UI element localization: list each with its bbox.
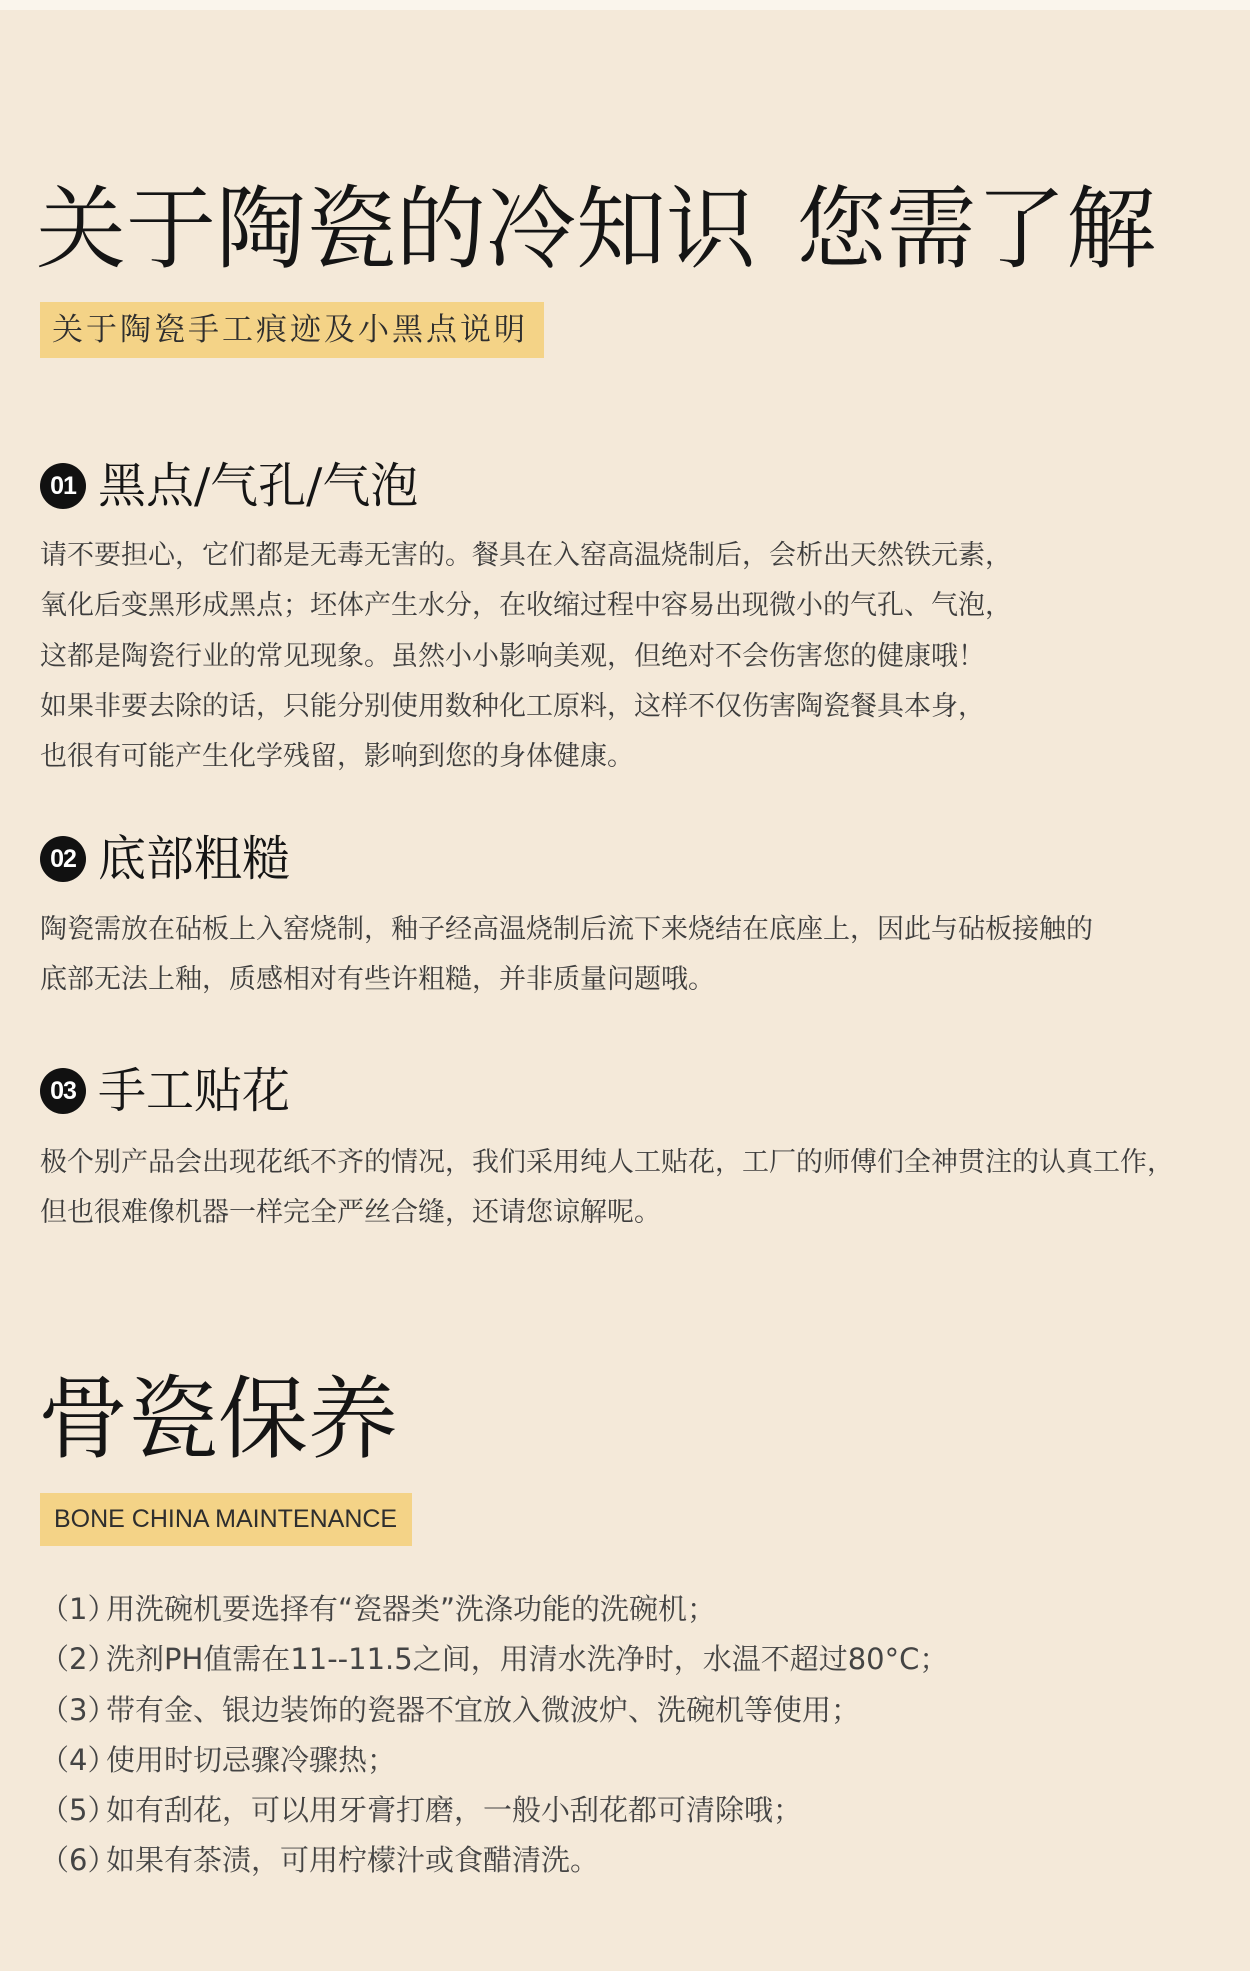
section-number-badge: 01 [40,463,86,509]
section-title: 手工贴花 [98,1063,291,1119]
paragraph-line: 但也很难像机器一样完全严丝合缝，还请您谅解呢。 [40,1197,661,1229]
list-item-number: （1） [40,1592,117,1626]
list-item-number: （6） [40,1843,117,1878]
section-heading-02 [40,831,290,887]
section-number-badge: 02 [40,836,86,882]
list-item [40,1584,948,1634]
list-item [40,1835,948,1885]
paragraph-line: 请不要担心，它们都是无毒无害的。餐具在入窑高温烧制后，会析出天然铁元素， [40,540,1012,571]
care-list [40,1584,948,1886]
care-heading: 骨瓷保养 [38,1367,398,1472]
list-item-text: 洗剂PH值需在11--11.5之间，用清水洗净时，水温不超过80°C； [106,1642,949,1677]
section-number-badge: 03 [40,1068,86,1114]
paragraph-line: 这都是陶瓷行业的常见现象。虽然小小影响美观，但绝对不会伤害您的健康哦！ [40,640,985,672]
list-item-text: 用洗碗机要选择有“瓷器类”洗涤功能的洗碗机； [106,1592,717,1626]
section-paragraph-02 [40,905,1093,1006]
page-title-main: 关于陶瓷的冷知识 [36,177,756,282]
care-badge: BONE CHINA MAINTENANCE [40,1493,412,1546]
list-item-text: 如果有茶渍，可用柠檬汁或食醋清洗。 [106,1843,600,1878]
paragraph-line: 陶瓷需放在砧板上入窑烧制，釉子经高温烧制后流下来烧结在底座上，因此与砧板接触的 [40,914,1093,945]
section-heading-01 [40,458,418,514]
list-item-number: （2） [40,1642,117,1677]
list-item [40,1685,948,1735]
top-strip [0,0,1250,10]
list-item-number: （3） [40,1692,117,1727]
list-item [40,1785,948,1835]
subtitle-badge: 关于陶瓷手工痕迹及小黑点说明 [40,302,544,358]
list-item-number: （5） [40,1793,117,1828]
list-item-text: 带有金、银边装饰的瓷器不宜放入微波炉、洗碗机等使用； [106,1692,861,1727]
section-title: 底部粗糙 [98,831,291,887]
paragraph-line: 氧化后变黑形成黑点；坯体产生水分，在收缩过程中容易出现微小的气孔、气泡， [40,590,1012,622]
paragraph-line: 底部无法上釉，质感相对有些许粗糙，并非质量问题哦。 [40,964,715,996]
page-title [36,172,1156,288]
list-item [40,1634,948,1684]
list-item-number: （4） [40,1742,117,1777]
paragraph-line: 极个别产品会出现花纸不齐的情况，我们采用纯人工贴花，工厂的师傅们全神贯注的认真工作， [40,1147,1174,1178]
section-paragraph-03 [40,1138,1174,1239]
page-title-sub: 您需了解 [796,177,1156,282]
paragraph-line: 也很有可能产生化学残留，影响到您的身体健康。 [40,741,634,773]
section-heading-03 [40,1063,290,1119]
section-paragraph-01 [40,531,1012,782]
list-item-text: 如有刮花，可以用牙膏打磨，一般小刮花都可清除哦； [106,1793,803,1828]
list-item [40,1735,948,1785]
paragraph-line: 如果非要去除的话，只能分别使用数种化工原料，这样不仅伤害陶瓷餐具本身， [40,690,985,722]
list-item-text: 使用时切忌骤冷骤热； [106,1742,397,1777]
section-title: 黑点/气孔/气泡 [98,458,419,514]
